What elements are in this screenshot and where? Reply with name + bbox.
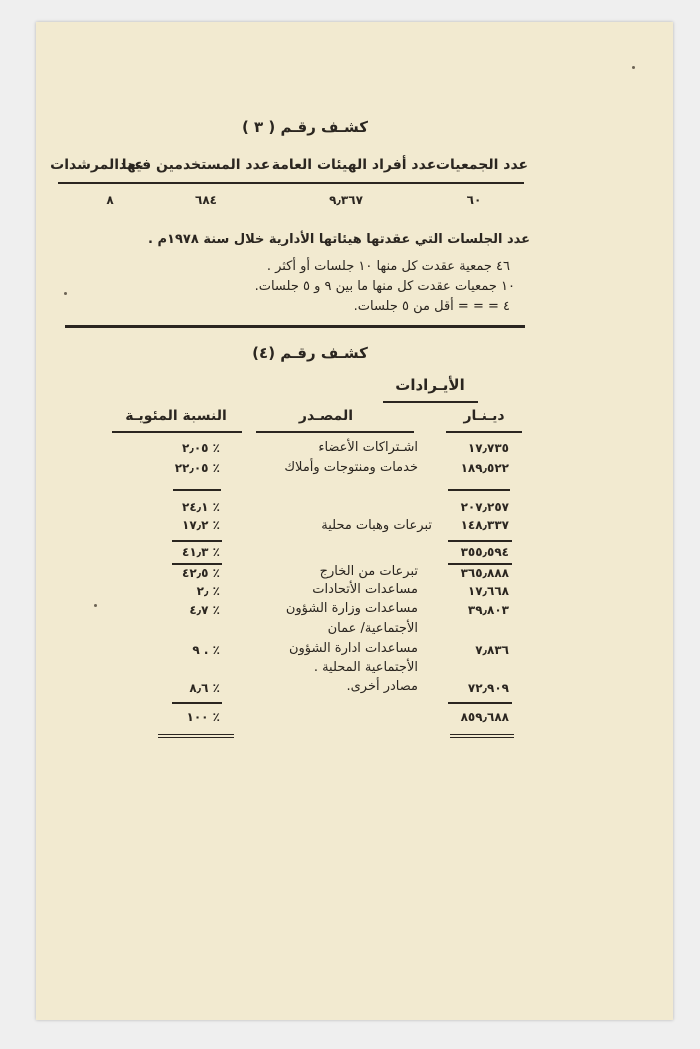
row-percent: ٩ . ٪ bbox=[192, 643, 220, 657]
row-source-continuation: الأجتماعية/ عمان bbox=[327, 621, 418, 636]
col-header-percent: النسبة المئويـة bbox=[125, 408, 227, 424]
sheet3-header-employees: عدد المستخدمين فيها bbox=[121, 157, 271, 173]
row-source: مساعدات ادارة الشؤون bbox=[288, 641, 418, 656]
col-underline-dinar bbox=[446, 431, 522, 433]
row-percent: ٢٢٫٠٥ ٪ bbox=[174, 461, 220, 475]
col-header-source: المصـدر bbox=[298, 408, 354, 424]
sheet3-header-underline bbox=[58, 182, 524, 184]
row-dinar: ١٨٩٫٥٢٢ bbox=[460, 461, 509, 475]
row-percent: ٤٫٧ ٪ bbox=[189, 603, 220, 617]
col-underline-percent bbox=[112, 431, 242, 433]
subtotal-rule-dinar bbox=[448, 563, 512, 565]
row-source: مساعدات وزارة الشؤون bbox=[285, 601, 418, 616]
row-dinar: ٣٦٥٫٨٨٨ bbox=[460, 566, 509, 580]
subtotal-dinar: ٢٠٧٫٢٥٧ bbox=[460, 500, 509, 514]
meetings-line: ١٠ جمعيات عقدت كل منها ما بين ٩ و ٥ جلسات. bbox=[254, 279, 515, 294]
total-rule-dinar bbox=[448, 702, 512, 704]
sheet3-header-general-members: عدد أفراد الهيئات العامة bbox=[271, 157, 437, 173]
row-percent: ٤٢٫٥ ٪ bbox=[182, 566, 220, 580]
row-source: مصادر أخرى. bbox=[346, 679, 418, 694]
sheet3-value-general-members: ٩٫٣٦٧ bbox=[329, 193, 363, 207]
total-double-underline-percent bbox=[158, 734, 234, 738]
total-percent: ١٠٠ ٪ bbox=[186, 710, 220, 724]
subtotal-dinar: ٣٥٥٫٥٩٤ bbox=[460, 545, 509, 559]
paper-speck bbox=[94, 604, 97, 607]
row-dinar: ١٧٫٦٦٨ bbox=[467, 584, 509, 598]
sheet3-title: كشـف رقـم ( ٣ ) bbox=[241, 118, 369, 136]
row-source: خدمات ومنتوجات وأملاك bbox=[284, 460, 418, 475]
subtotal-rule-dinar bbox=[448, 540, 512, 542]
row-percent: ١٧٫٢ ٪ bbox=[182, 518, 220, 532]
row-dinar: ٧٢٫٩٠٩ bbox=[467, 681, 509, 695]
subtotal-rule-percent bbox=[172, 563, 222, 565]
total-rule-percent bbox=[172, 702, 222, 704]
subtotal-rule-percent bbox=[173, 489, 221, 491]
sheet4-title: كشـف رقـم (٤) bbox=[252, 344, 368, 362]
section-divider bbox=[65, 325, 525, 328]
total-dinar: ٨٥٩٫٦٨٨ bbox=[460, 710, 509, 724]
col-header-dinar: ديـنـار bbox=[463, 408, 505, 424]
subtotal-percent: ٤١٫٣ ٪ bbox=[182, 545, 220, 559]
subtotal-rule-percent bbox=[172, 540, 222, 542]
subtotal-rule-dinar bbox=[448, 489, 510, 491]
total-double-underline-dinar bbox=[450, 734, 514, 738]
meetings-title: عدد الجلسات التي عقدتها هيئاتها الأدارية خلال سنة ١٩٧٨م . bbox=[148, 232, 530, 247]
paper-speck bbox=[632, 66, 635, 69]
row-dinar: ٣٩٫٨٠٣ bbox=[467, 603, 509, 617]
row-source: تبرعات من الخارج bbox=[319, 564, 418, 579]
sheet3-value-counselors: ٨ bbox=[106, 193, 114, 207]
row-percent: ٢٫ ٪ bbox=[196, 584, 220, 598]
revenues-heading: الأيـرادات bbox=[395, 376, 465, 394]
meetings-line: ٤٦ جمعية عقدت كل منها ١٠ جلسات أو أكثر . bbox=[266, 259, 510, 274]
row-dinar: ١٤٨٫٣٣٧ bbox=[460, 518, 509, 532]
row-percent: ٨٫٦ ٪ bbox=[189, 681, 220, 695]
paper-speck bbox=[64, 292, 67, 295]
sheet3-value-employees: ٦٨٤ bbox=[195, 193, 217, 207]
sheet3-header-associations: عدد الجمعيات bbox=[435, 157, 529, 173]
sheet3-header-counselors: عددالمرشدات bbox=[50, 157, 144, 173]
row-source: تبرعات وهبات محلية bbox=[321, 518, 432, 533]
row-source: اشـتراكات الأعضاء bbox=[318, 440, 418, 455]
row-percent: ٢٫٠٥ ٪ bbox=[182, 441, 220, 455]
meetings-line: ٤ = = = أقل من ٥ جلسات. bbox=[353, 299, 510, 314]
row-dinar: ٧٫٨٣٦ bbox=[475, 643, 509, 657]
revenues-heading-underline bbox=[383, 401, 478, 403]
subtotal-percent: ٢٤٫١ ٪ bbox=[182, 500, 220, 514]
row-source-continuation: الأجتماعية المحلية . bbox=[313, 660, 418, 675]
row-dinar: ١٧٫٧٣٥ bbox=[467, 441, 509, 455]
sheet3-value-associations: ٦٠ bbox=[466, 193, 482, 207]
row-source: مساعدات الأتحادات bbox=[312, 582, 418, 597]
col-underline-source bbox=[256, 431, 414, 433]
